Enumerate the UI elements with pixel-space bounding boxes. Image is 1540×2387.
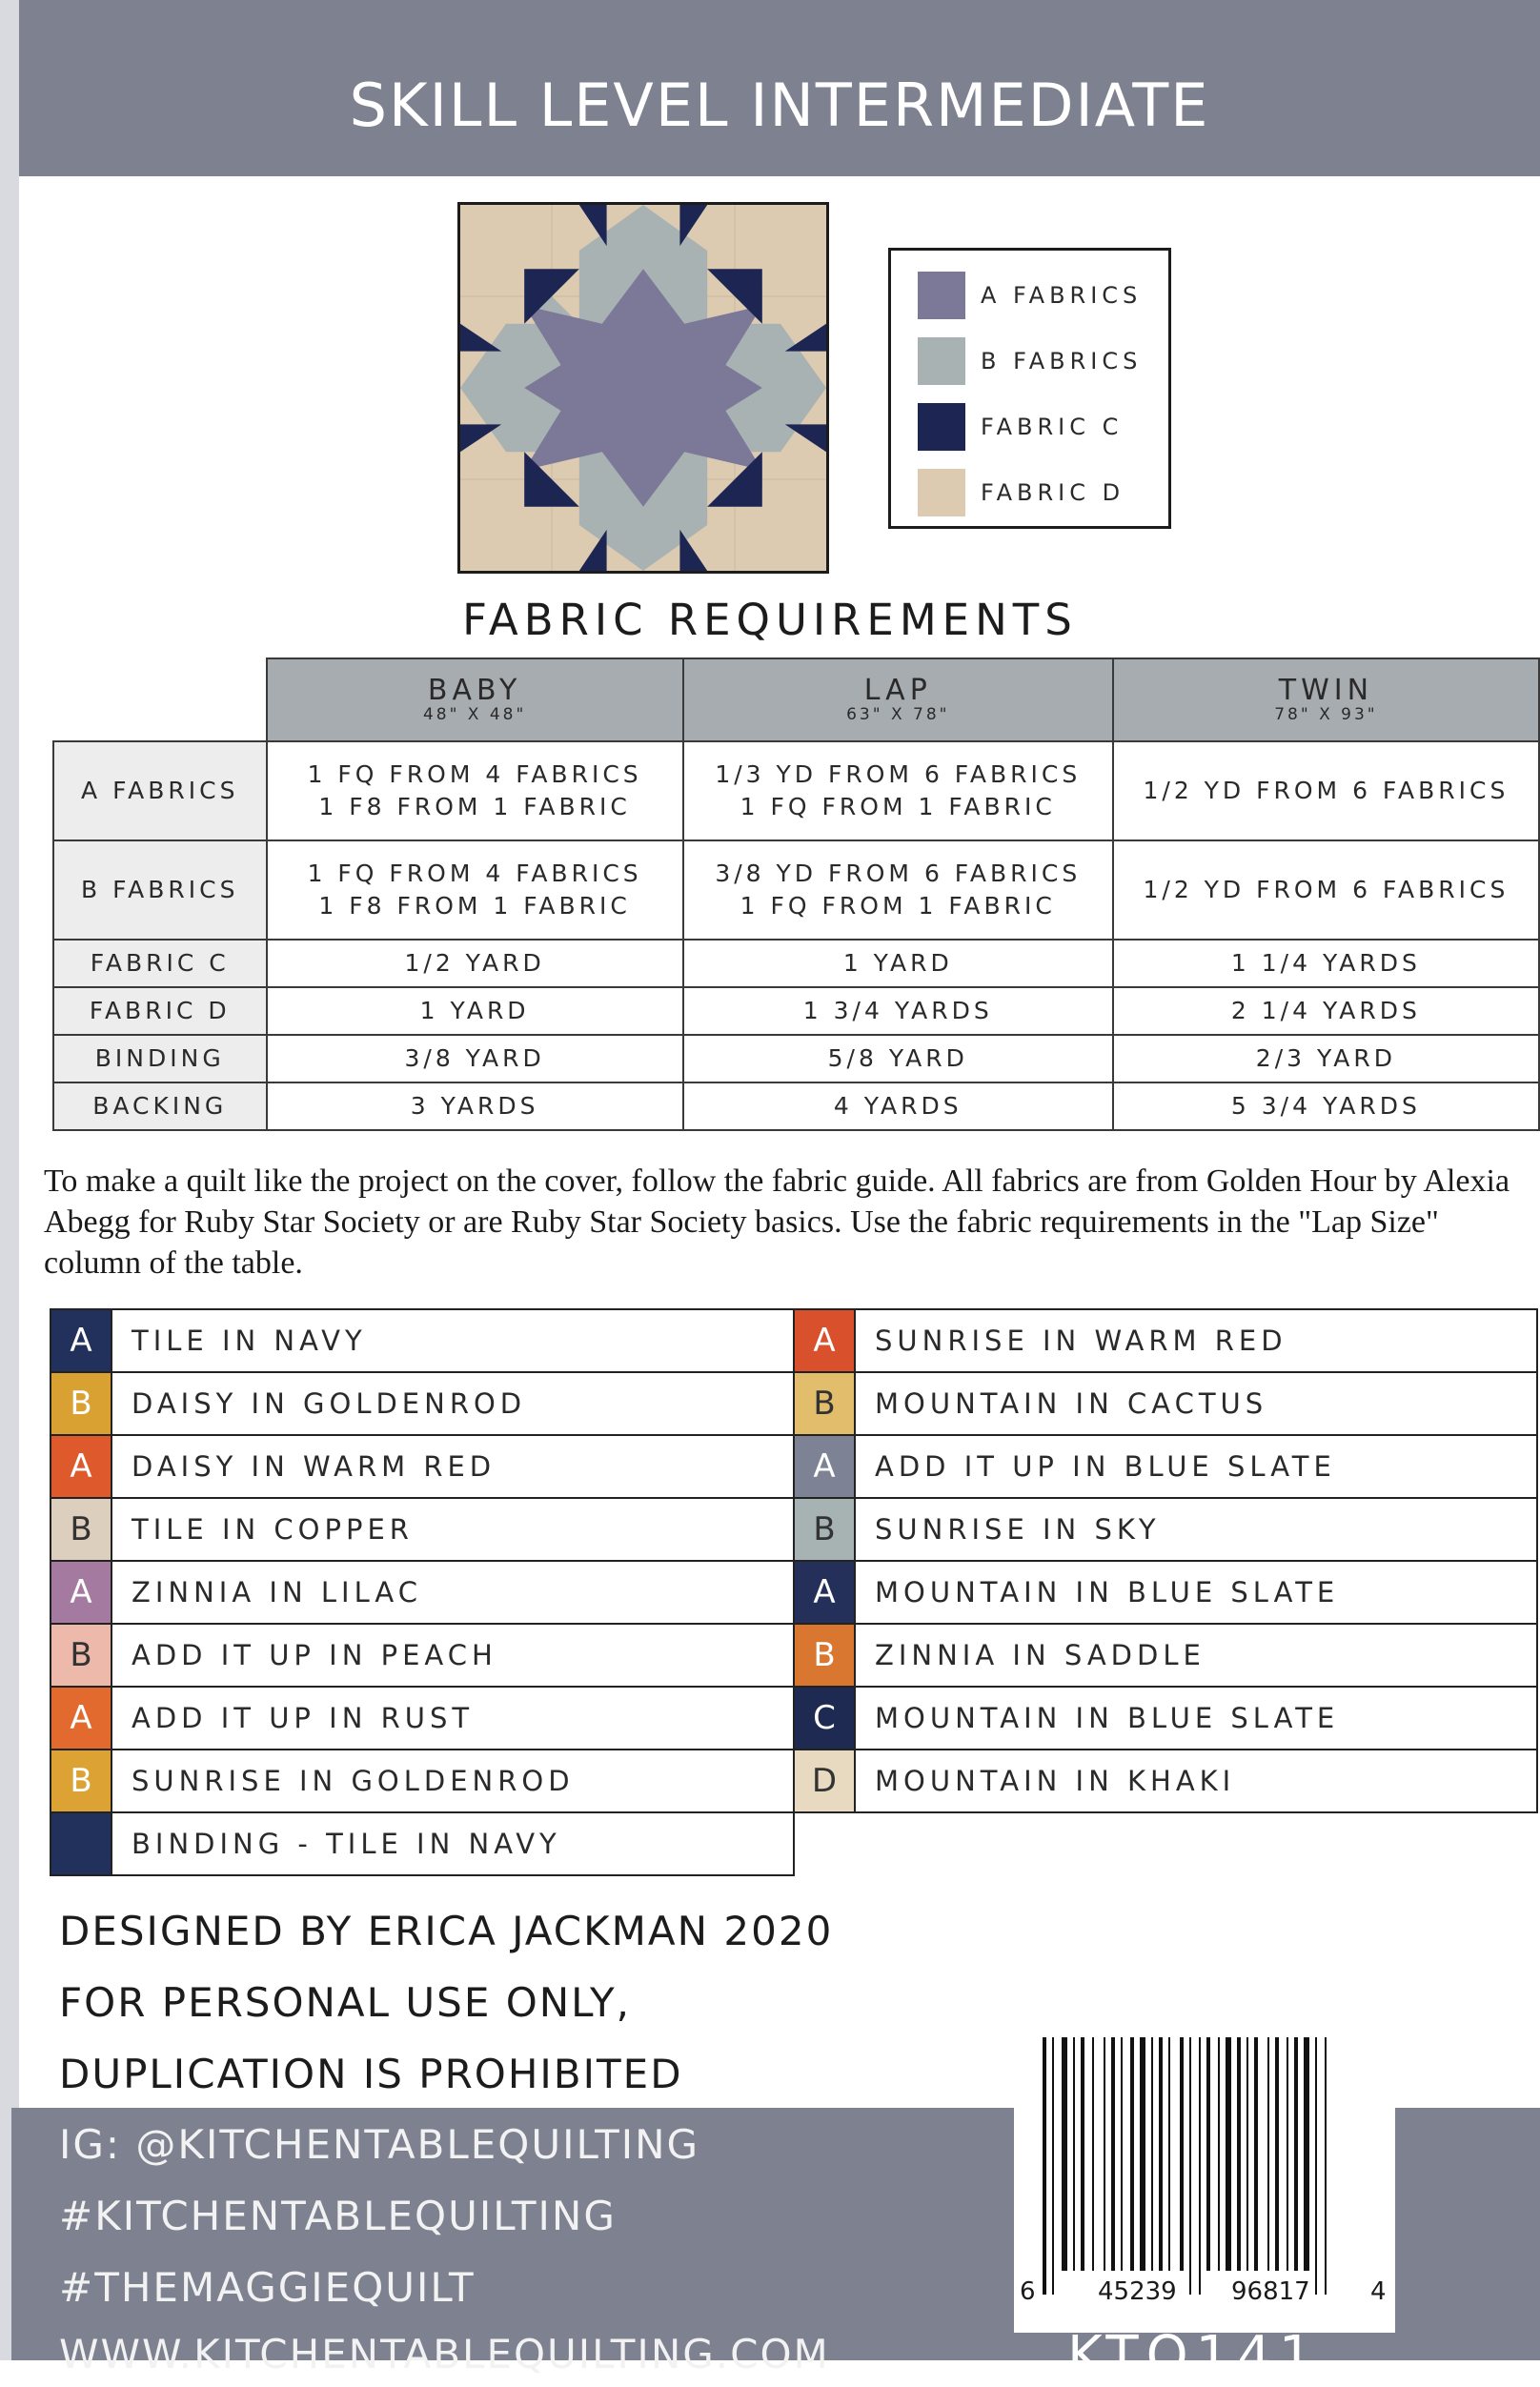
barcode-group-2: 96817: [1231, 2277, 1310, 2306]
size-dims: 48" X 48": [422, 704, 527, 724]
fabric-name: TILE IN NAVY: [132, 1325, 367, 1357]
swatch-fabric-d: [918, 469, 965, 516]
barcode-bar: [1315, 2037, 1317, 2295]
fabric-name: SUNRISE IN GOLDENROD: [132, 1765, 575, 1797]
barcode-bar: [1218, 2037, 1220, 2271]
fabric-letter-badge: B: [51, 1625, 112, 1686]
fabric-letter-badge: C: [795, 1688, 856, 1749]
fabric-guide-item: [50, 1434, 795, 1499]
barcode-bar: [1043, 2037, 1046, 2295]
fabric-letter-badge: A: [51, 1688, 112, 1749]
fabric-guide-item: [793, 1371, 1538, 1436]
legend-label: A FABRICS: [981, 282, 1143, 309]
barcode-bar: [1226, 2037, 1231, 2271]
cell-baby: 1 YARD: [267, 987, 683, 1035]
table-header-row: [53, 658, 1539, 741]
cell-twin: 2 1/4 YARDS: [1113, 987, 1539, 1035]
legend-item-d: [918, 469, 1125, 516]
fabric-letter-badge: A: [795, 1562, 856, 1623]
fabric-letter-badge: A: [51, 1562, 112, 1623]
fabric-guide-item: [50, 1371, 795, 1436]
cell-line: 1 F8 FROM 1 FABRIC: [318, 793, 631, 820]
barcode-bar: [1237, 2037, 1241, 2271]
row-label: FABRIC D: [53, 987, 267, 1035]
barcode-digit-left: 6: [1020, 2277, 1036, 2306]
fabric-guide-item: [793, 1497, 1538, 1562]
barcode-bar: [1151, 2037, 1153, 2271]
barcode-bar: [1140, 2037, 1145, 2271]
size-name: BABY: [427, 673, 522, 707]
cell-twin: 2/3 YARD: [1113, 1035, 1539, 1082]
fabric-letter-badge: [51, 1813, 112, 1874]
barcode-bar: [1159, 2037, 1163, 2271]
cell-lap: 1 YARD: [683, 940, 1113, 987]
requirements-title: FABRIC REQUIREMENTS: [462, 595, 1078, 645]
designer-credit: DESIGNED BY ERICA JACKMAN 2020: [59, 1908, 834, 1954]
barcode-bar: [1294, 2037, 1298, 2271]
barcode-bar: [1180, 2037, 1184, 2271]
fabric-guide-item: [793, 1686, 1538, 1750]
fabric-name: DAISY IN GOLDENROD: [132, 1387, 527, 1420]
fabric-name: MOUNTAIN IN BLUE SLATE: [875, 1702, 1340, 1734]
cell-line: 1/2 YD FROM 6 FABRICS: [1143, 876, 1510, 903]
legend-label: FABRIC D: [981, 479, 1125, 506]
cell-lap: 1 3/4 YARDS: [683, 987, 1113, 1035]
barcode-bar: [1325, 2037, 1327, 2295]
fabric-guide-item: [793, 1560, 1538, 1625]
page-edge: [0, 0, 19, 2360]
fabric-name: MOUNTAIN IN CACTUS: [875, 1387, 1268, 1420]
fabric-letter-badge: B: [795, 1499, 856, 1560]
barcode-bar: [1111, 2037, 1115, 2271]
cell-baby: [267, 741, 683, 840]
duplication-notice: DUPLICATION IS PROHIBITED: [59, 2051, 683, 2097]
fabric-name: ZINNIA IN LILAC: [132, 1576, 422, 1608]
legend-item-c: [918, 403, 1123, 451]
fabric-guide-description: To make a quilt like the project on the cover, follow the fabric guide. All fabrics are from Golden Hour by Alexia Abegg for Ruby Star Society or are Ruby Star Society basics. Use the fabric requirements in the "Lap Size" column of the table.: [44, 1163, 1510, 1281]
barcode: [1014, 2028, 1395, 2333]
swatch-fabric-c: [918, 403, 965, 451]
table-row: [53, 1035, 1539, 1082]
hashtag-kitchentablequilting: #KITCHENTABLEQUILTING: [59, 2193, 617, 2239]
barcode-bar: [1304, 2037, 1309, 2271]
barcode-bar: [1052, 2037, 1054, 2295]
barcode-bar: [1206, 2037, 1210, 2271]
cell-lap: 5/8 YARD: [683, 1035, 1113, 1082]
barcode-bars: [1014, 2028, 1395, 2304]
barcode-bar: [1104, 2037, 1105, 2271]
cell-twin: 5 3/4 YARDS: [1113, 1082, 1539, 1130]
fabric-guide-item: [793, 1623, 1538, 1688]
barcode-bar: [1189, 2037, 1191, 2295]
row-label: A FABRICS: [53, 741, 267, 840]
cell-lap: [683, 741, 1113, 840]
cell-twin: [1113, 840, 1539, 940]
swatch-b-fabrics: [918, 337, 965, 385]
size-name: LAP: [863, 673, 932, 707]
cell-lap: [683, 840, 1113, 940]
barcode-bar: [1168, 2037, 1170, 2271]
legend-item-b: [918, 337, 1142, 385]
cell-baby: 1/2 YARD: [267, 940, 683, 987]
barcode-bar: [1092, 2037, 1094, 2271]
fabric-name: BINDING - TILE IN NAVY: [132, 1828, 561, 1860]
size-dims: 78" X 93": [1274, 704, 1378, 724]
product-sku: KTQ141: [1067, 2325, 1321, 2387]
cell-line: 1/2 YD FROM 6 FABRICS: [1143, 777, 1510, 804]
fabric-guide-item: [50, 1560, 795, 1625]
cell-line: 1 F8 FROM 1 FABRIC: [318, 892, 631, 920]
cell-line: 1 FQ FROM 4 FABRICS: [307, 860, 642, 887]
personal-use-notice: FOR PERSONAL USE ONLY,: [59, 1979, 632, 2026]
cell-line: 1 FQ FROM 1 FABRIC: [740, 793, 1056, 820]
fabric-name: DAISY IN WARM RED: [132, 1450, 496, 1483]
fabric-letter-badge: B: [795, 1625, 856, 1686]
fabric-letter-badge: A: [795, 1310, 856, 1371]
cell-baby: 3 YARDS: [267, 1082, 683, 1130]
fabric-legend: [888, 248, 1171, 529]
cell-lap: 4 YARDS: [683, 1082, 1113, 1130]
size-dims: 63" X 78": [846, 704, 950, 724]
table-row: [53, 741, 1539, 840]
fabric-guide-item: [50, 1497, 795, 1562]
fabric-guide-item: [50, 1308, 795, 1373]
fabric-name: ADD IT UP IN BLUE SLATE: [875, 1450, 1336, 1483]
barcode-bar: [1081, 2037, 1084, 2271]
fabric-guide-item: [50, 1749, 795, 1813]
col-header-lap: [683, 658, 1113, 741]
barcode-bar: [1130, 2037, 1134, 2271]
swatch-a-fabrics: [918, 272, 965, 319]
fabric-name: TILE IN COPPER: [132, 1513, 414, 1546]
table-row: [53, 987, 1539, 1035]
barcode-bar: [1062, 2037, 1067, 2271]
fabric-letter-badge: B: [51, 1373, 112, 1434]
barcode-bar: [1267, 2037, 1269, 2271]
size-name: TWIN: [1278, 673, 1374, 707]
legend-label: FABRIC C: [981, 414, 1124, 440]
fabric-letter-badge: B: [795, 1373, 856, 1434]
fabric-guide-item: [793, 1308, 1538, 1373]
barcode-bar: [1073, 2037, 1075, 2271]
fabric-name: ZINNIA IN SADDLE: [875, 1639, 1206, 1671]
cell-twin: 1 1/4 YARDS: [1113, 940, 1539, 987]
barcode-bar: [1287, 2037, 1288, 2271]
fabric-name: MOUNTAIN IN BLUE SLATE: [875, 1576, 1340, 1608]
fabric-guide-item: [793, 1434, 1538, 1499]
fabric-requirements-table: [52, 657, 1540, 1131]
cell-baby: [267, 840, 683, 940]
cell-baby: 3/8 YARD: [267, 1035, 683, 1082]
col-header-baby: [267, 658, 683, 741]
cell-line: 1/3 YD FROM 6 FABRICS: [715, 760, 1082, 788]
page-title: SKILL LEVEL INTERMEDIATE: [349, 71, 1210, 140]
header-band: [19, 0, 1540, 176]
row-label: BACKING: [53, 1082, 267, 1130]
col-header-twin: [1113, 658, 1539, 741]
fabric-letter-badge: D: [795, 1750, 856, 1811]
instagram-handle: IG: @KITCHENTABLEQUILTING: [59, 2121, 700, 2168]
fabric-letter-badge: A: [51, 1310, 112, 1371]
cell-line: 1 FQ FROM 4 FABRICS: [307, 760, 642, 788]
row-label: BINDING: [53, 1035, 267, 1082]
table-corner: [53, 658, 267, 741]
barcode-bar: [1121, 2037, 1123, 2271]
barcode-bar: [1275, 2037, 1279, 2271]
row-label: B FABRICS: [53, 840, 267, 940]
barcode-bar: [1199, 2037, 1201, 2295]
hashtag-themaggiequilt: #THEMAGGIEQUILT: [59, 2264, 476, 2311]
fabric-guide-item: [793, 1749, 1538, 1813]
fabric-name: SUNRISE IN WARM RED: [875, 1325, 1287, 1357]
cell-line: 1 FQ FROM 1 FABRIC: [740, 892, 1056, 920]
quilt-block-diagram: [457, 202, 829, 574]
barcode-bar: [1246, 2037, 1248, 2271]
fabric-guide-item: [50, 1811, 795, 1876]
fabric-guide-item: [50, 1623, 795, 1688]
fabric-letter-badge: B: [51, 1499, 112, 1560]
cell-line: 3/8 YD FROM 6 FABRICS: [715, 860, 1082, 887]
row-label: FABRIC C: [53, 940, 267, 987]
table-row: [53, 1082, 1539, 1130]
fabric-name: ADD IT UP IN PEACH: [132, 1639, 497, 1671]
barcode-group-1: 45239: [1098, 2277, 1177, 2306]
table-row: [53, 840, 1539, 940]
fabric-name: SUNRISE IN SKY: [875, 1513, 1161, 1546]
fabric-name: MOUNTAIN IN KHAKI: [875, 1765, 1236, 1797]
table-row: [53, 940, 1539, 987]
cell-twin: [1113, 741, 1539, 840]
fabric-letter-badge: A: [795, 1436, 856, 1497]
fabric-name: ADD IT UP IN RUST: [132, 1702, 475, 1734]
barcode-bar: [1254, 2037, 1258, 2271]
fabric-letter-badge: B: [51, 1750, 112, 1811]
barcode-digit-right: 4: [1370, 2277, 1387, 2306]
fabric-guide-item: [50, 1686, 795, 1750]
website-link: WWW.KITCHENTABLEQUILTING.COM: [59, 2331, 830, 2377]
legend-label: B FABRICS: [981, 348, 1143, 374]
fabric-letter-badge: A: [51, 1436, 112, 1497]
legend-item-a: [918, 272, 1142, 319]
